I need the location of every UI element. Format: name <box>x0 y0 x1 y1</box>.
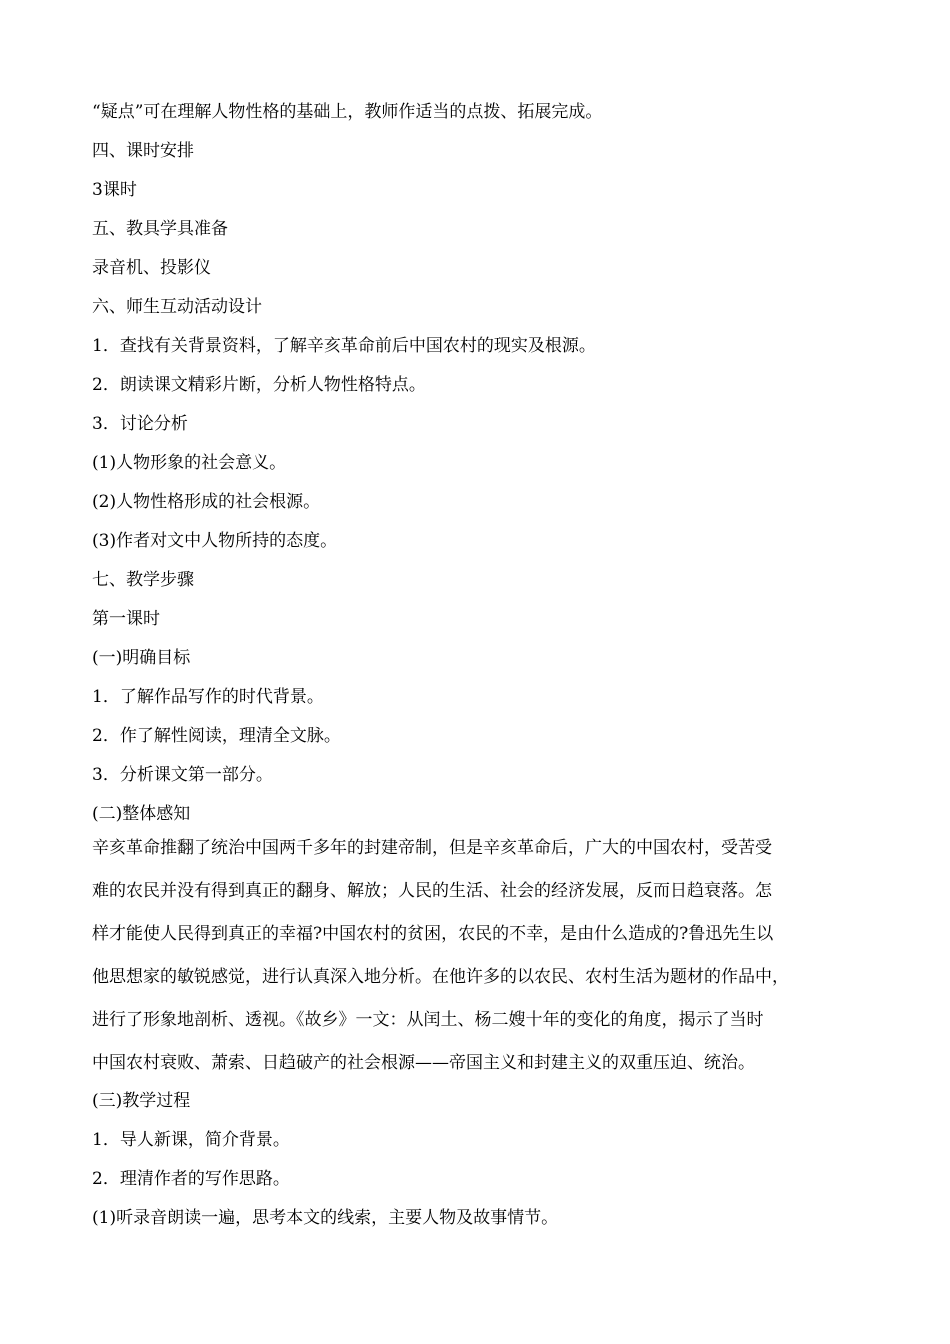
subsection-heading: 第一课时 <box>92 609 160 629</box>
text-line: “疑点”可在理解人物性格的基础上，教师作适当的点拨、拓展完成。 <box>92 102 603 122</box>
list-item: 1．了解作品写作的时代背景。 <box>92 687 324 707</box>
list-item: 2．理清作者的写作思路。 <box>92 1169 290 1189</box>
list-item: 3．分析课文第一部分。 <box>92 765 273 785</box>
section-heading: 七、教学步骤 <box>92 570 194 590</box>
paragraph-line: 进行了形象地剖析、透视。《故乡》一文：从闰土、杨二嫂十年的变化的角度，揭示了当时 <box>92 1010 764 1030</box>
sub-list-item: (1)人物形象的社会意义。 <box>92 453 287 473</box>
paragraph-line: 难的农民并没有得到真正的翻身、解放；人民的生活、社会的经济发展，反而日趋衰落。怎 <box>92 881 772 901</box>
section-heading: 四、课时安排 <box>92 141 194 161</box>
paragraph-line: 辛亥革命推翻了统治中国两千多年的封建帝制，但是辛亥革命后，广大的中国农村，受苦受 <box>92 838 772 858</box>
paragraph-line: 他思想家的敏锐感觉，进行认真深入地分析。在他许多的以农民、农村生活为题材的作品中， <box>92 967 789 987</box>
text-line: 录音机、投影仪 <box>92 258 211 278</box>
paragraph-line: 样才能使人民得到真正的幸福?中国农村的贫困，农民的不幸，是由什么造成的?鲁迅先生以 <box>92 924 774 944</box>
subsection-heading: (一)明确目标 <box>92 648 191 668</box>
list-item: 2．朗读课文精彩片断，分析人物性格特点。 <box>92 375 426 395</box>
section-heading: 五、教具学具准备 <box>92 219 228 239</box>
list-item: 2．作了解性阅读，理清全文脉。 <box>92 726 341 746</box>
text-line: 3课时 <box>92 180 137 200</box>
list-item: 1．导人新课，简介背景。 <box>92 1130 290 1150</box>
paragraph-line: 中国农村衰败、萧索、日趋破产的社会根源——帝国主义和封建主义的双重压迫、统治。 <box>92 1053 755 1073</box>
section-heading: 六、师生互动活动设计 <box>92 297 262 317</box>
list-item: 1．查找有关背景资料，了解辛亥革命前后中国农村的现实及根源。 <box>92 336 596 356</box>
subsection-heading: (二)整体感知 <box>92 804 191 824</box>
list-item: 3．讨论分析 <box>92 414 188 434</box>
subsection-heading: (三)教学过程 <box>92 1091 191 1111</box>
sub-list-item: (1)听录音朗读一遍，思考本文的线索，主要人物及故事情节。 <box>92 1208 559 1228</box>
sub-list-item: (2)人物性格形成的社会根源。 <box>92 492 321 512</box>
sub-list-item: (3)作者对文中人物所持的态度。 <box>92 531 338 551</box>
